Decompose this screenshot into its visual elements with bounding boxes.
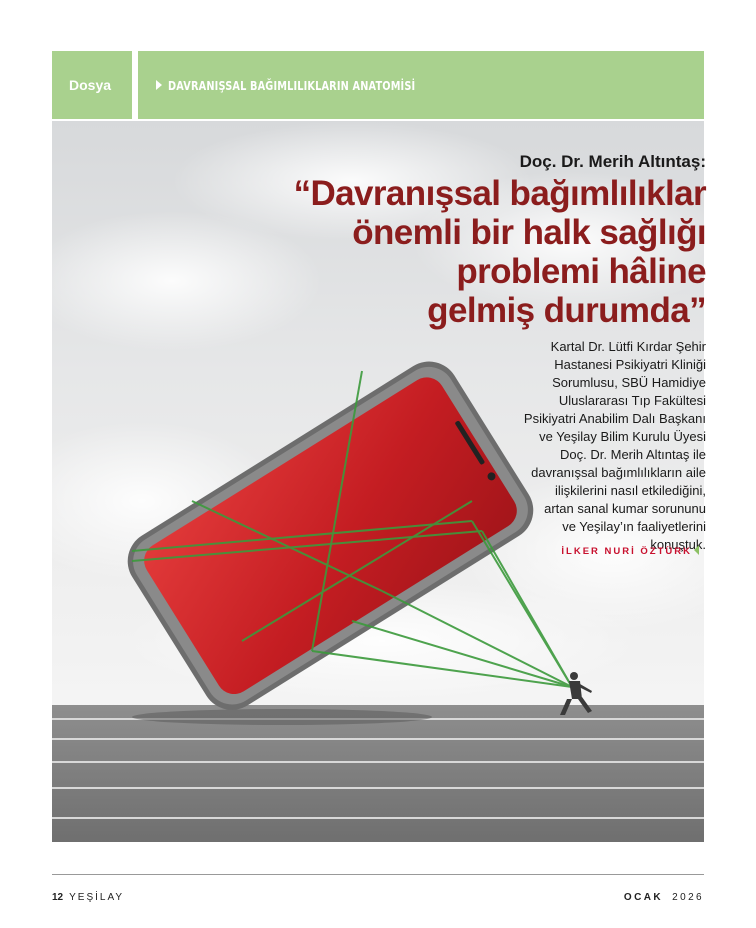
headline-line: problemi hâline [456, 252, 706, 291]
category-label: Dosya [69, 77, 112, 93]
lede-line: Hastanesi Psikiyatri Kliniği [554, 357, 706, 372]
lede-line: konuştuk. [650, 537, 706, 552]
lede-line: Doç. Dr. Merih Altıntaş ile [560, 447, 706, 462]
magazine-name: YEŞİLAY [69, 892, 125, 903]
footer-right [624, 892, 704, 903]
article-kicker: Doç. Dr. Merih Altıntaş: [519, 152, 706, 171]
category-tab [52, 51, 132, 119]
lede-line: Psikiyatri Anabilim Dalı Başkanı [523, 411, 706, 426]
footer-left [52, 892, 124, 903]
footer-divider [52, 874, 704, 875]
lede-line: ilişkilerini nasıl etkilediğini, [554, 483, 706, 498]
issue-year: 2026 [672, 892, 704, 903]
headline-line: gelmiş durumda” [427, 291, 706, 330]
lede-line: ve Yeşilay’ın faaliyetlerini [562, 519, 706, 534]
article-headline [246, 174, 706, 330]
lede-line: Sorumlusu, SBÜ Hamidiye [552, 375, 706, 390]
triangle-left-icon [694, 545, 699, 555]
author-byline: İLKER NURİ ÖZTÜRK [561, 546, 692, 557]
page-number: 12 [52, 892, 64, 903]
lede-line: ve Yeşilay Bilim Kurulu Üyesi [539, 429, 706, 444]
lede-line: Kartal Dr. Lütfi Kırdar Şehir [550, 339, 706, 354]
section-header [138, 51, 704, 119]
lede-line: davranışsal bağımlılıkların aile [531, 465, 706, 480]
lede-line: Uluslararası Tıp Fakültesi [558, 393, 706, 408]
lede-line: artan sanal kumar sorununu [544, 501, 706, 516]
headline-line: “Davranışsal bağımlılıklar [293, 174, 706, 213]
triangle-right-icon [156, 80, 162, 90]
section-title: DAVRANIŞSAL BAĞIMLILIKLARIN ANATOMİSİ [168, 77, 416, 93]
issue-month: OCAK [623, 892, 663, 903]
headline-line: önemli bir halk sağlığı [352, 213, 706, 252]
article-lede [456, 338, 706, 554]
